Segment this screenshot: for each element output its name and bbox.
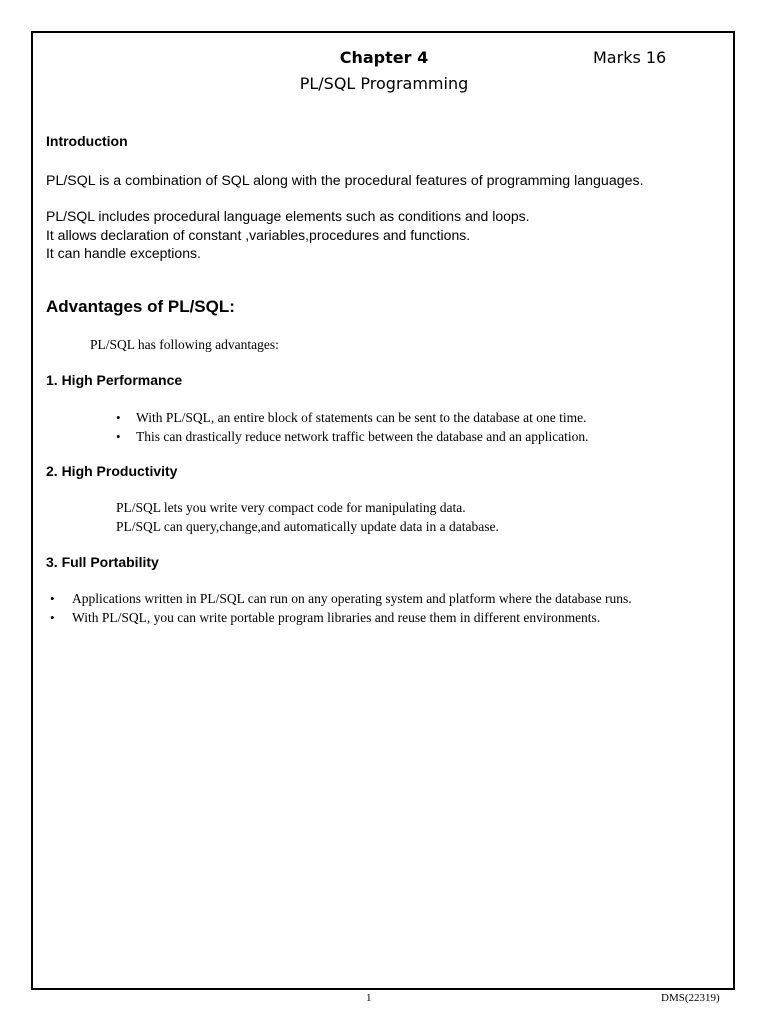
bullet-icon: •: [116, 429, 121, 444]
introduction-heading: Introduction: [46, 133, 128, 149]
high-productivity-lines: [116, 498, 499, 536]
marks-label: Marks 16: [593, 48, 667, 67]
page-number: 1: [366, 992, 372, 1004]
section-heading-high-productivity: 2. High Productivity: [46, 463, 178, 479]
bullet-icon: •: [50, 591, 55, 606]
chapter-subtitle: PL/SQL Programming: [299, 74, 469, 93]
introduction-line: It allows declaration of constant ,variables,procedures and functions.: [46, 226, 471, 243]
list-item: • Applications written in PL/SQL can run on any operating system and platform where the database runs.: [50, 591, 632, 606]
full-portability-bullets: [50, 589, 632, 627]
chapter-title: Chapter 4: [339, 48, 429, 67]
document-code: DMS(22319): [661, 992, 720, 1004]
advantages-intro: PL/SQL has following advantages:: [90, 337, 279, 352]
introduction-lines: [46, 207, 530, 263]
introduction-line: PL/SQL includes procedural language elements such as conditions and loops.: [46, 208, 530, 224]
list-item: • With PL/SQL, an entire block of statements can be sent to the database at one time.: [116, 410, 587, 425]
section-heading-full-portability: 3. Full Portability: [46, 554, 159, 570]
list-item: • With PL/SQL, you can write portable program libraries and reuse them in different environments.: [50, 610, 601, 625]
list-item: PL/SQL lets you write very compact code for manipulating data.: [116, 500, 466, 515]
bullet-icon: •: [116, 410, 121, 425]
introduction-line: It can handle exceptions.: [46, 245, 201, 261]
list-item: PL/SQL can query,change,and automatically update data in a database.: [116, 519, 499, 534]
advantages-heading: Advantages of PL/SQL:: [46, 297, 235, 316]
introduction-paragraph: PL/SQL is a combination of SQL along with the procedural features of programming languages.: [46, 173, 644, 189]
high-performance-bullets: [116, 408, 589, 446]
list-item: • This can drastically reduce network traffic between the database and an application.: [116, 429, 589, 444]
section-heading-high-performance: 1. High Performance: [46, 372, 183, 388]
bullet-icon: •: [50, 610, 55, 625]
